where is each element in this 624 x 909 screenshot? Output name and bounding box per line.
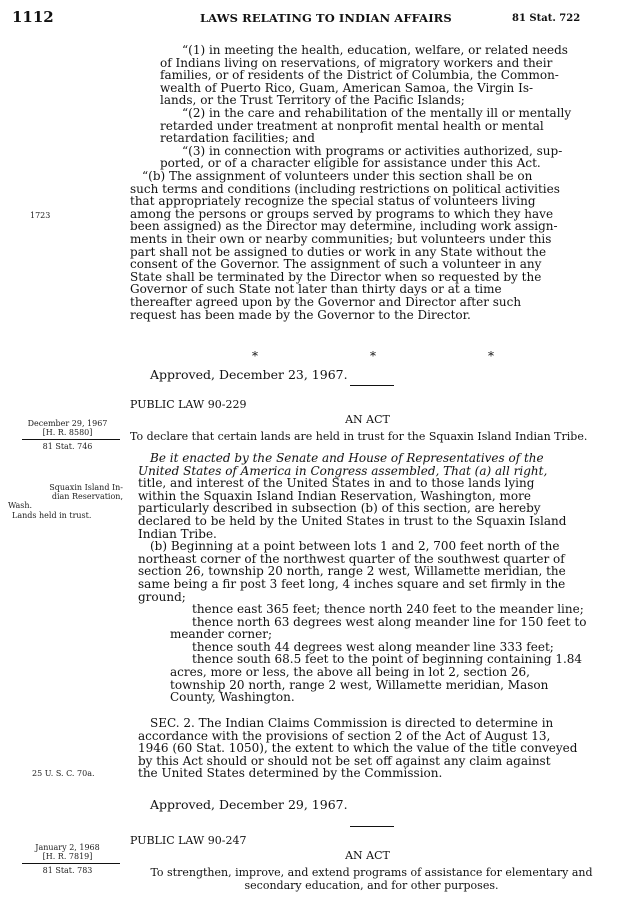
margin-stat: 81 Stat. 746	[42, 442, 93, 451]
margin-topic-line: Squaxin Island In-	[49, 483, 123, 492]
text-line: of Indians living on reservations, of migratory workers and their	[160, 55, 553, 70]
text-line: lands, or the Trust Territory of the Pacific Islands;	[160, 93, 465, 108]
section-rule	[350, 385, 394, 386]
purpose-line: secondary education, and for other purposes.	[244, 879, 499, 892]
text-line: “(b) The assignment of volunteers under this section shall be on	[142, 169, 533, 183]
act-purpose: To declare that certain lands are held in trust for the Squaxin Island Indian Tribe.	[130, 430, 588, 443]
text-line: acres, more or less, the above all being in lot 2, section 26,	[170, 664, 530, 679]
approval-date: Approved, December 29, 1967.	[150, 797, 348, 812]
text-line: the United States determined by the Commission.	[138, 766, 443, 781]
text-line: County, Washington.	[170, 690, 295, 705]
text-line: ments in their own or nearby communities; but volunteers under this	[130, 231, 552, 246]
text-line: such terms and conditions (including restrictions on political activities	[130, 181, 560, 196]
margin-rule	[22, 439, 120, 440]
text-line: title, and interest of the United States in and to those lands lying	[138, 476, 535, 491]
margin-bill-number: [H. R. 7819]	[42, 852, 93, 861]
section-2	[138, 717, 605, 780]
text-line: (b) Beginning at a point between lots 1 and 2, 700 feet north of the	[150, 539, 560, 554]
approval-date: Approved, December 23, 1967.	[150, 367, 348, 382]
margin-topic-line: Lands held in trust.	[12, 510, 92, 520]
margin-usc-citation: 25 U. S. C. 70a.	[32, 769, 95, 778]
page-number: 1112	[12, 8, 54, 26]
act-heading: AN ACT	[345, 849, 390, 862]
text-line: “(2) in the care and rehabilitation of the mentally ill or mentally	[182, 105, 572, 120]
text-line: northeast corner of the northwest quarter of the southwest quarter of	[138, 551, 565, 566]
public-law-number: PUBLIC LAW 90-229	[130, 398, 247, 411]
text-line: wealth of Puerto Rico, Guam, American Samoa, the Virgin Is-	[160, 80, 534, 95]
running-title: LAWS RELATING TO INDIAN AFFAIRS	[200, 11, 452, 25]
text-line: Indian Tribe.	[138, 526, 217, 541]
margin-date: December 29, 1967	[27, 419, 108, 428]
section-rule	[350, 826, 394, 827]
margin-bill-number: [H. R. 8580]	[42, 428, 93, 437]
margin-note-page-marker: 1723	[30, 211, 51, 220]
text-line: retardation facilities; and	[160, 131, 315, 146]
text-line: State shall be terminated by the Director when so requested by the	[130, 269, 542, 284]
act-heading: AN ACT	[345, 413, 390, 426]
text-line: township 20 north, range 2 west, Willamette meridian, Mason	[170, 677, 549, 692]
text-line: that appropriately recognize the special status of volunteers living	[130, 194, 536, 209]
text-line: by this Act should or should not be set off against any claim against	[138, 753, 551, 768]
text-line: ported, or of a character eligible for assistance under this Act.	[160, 156, 541, 171]
text-line: thence south 68.5 feet to the point of beginning containing 1.84	[192, 652, 583, 667]
text-line: thence south 44 degrees west along meander line 333 feet;	[192, 639, 554, 654]
text-line: part shall not be assigned to duties or work in any State without the	[130, 244, 547, 259]
text-line: been assigned) as the Director may determine, including work assign-	[130, 219, 558, 234]
margin-topic-line: dian Reservation,	[51, 492, 123, 502]
text-line: meander corner;	[170, 627, 272, 642]
text-line: request has been made by the Governor to the Director.	[130, 307, 471, 322]
stat-reference: 81 Stat. 722	[512, 13, 581, 24]
text-line: Be it enacted by the Senate and House of Representatives of the	[150, 451, 544, 465]
subsection-list	[160, 44, 605, 170]
subsection-b	[130, 170, 605, 321]
purpose-line: To strengthen, improve, and extend programs of assistance for elementary and	[150, 866, 593, 879]
text-line: families, or of residents of the District of Columbia, the Common-	[160, 68, 559, 83]
margin-rule	[22, 863, 120, 864]
margin-stat: 81 Stat. 783	[42, 866, 93, 875]
text-line: within the Squaxin Island Indian Reservation, Washington, more	[138, 488, 531, 503]
text-line: same being a fir post 3 feet long, 4 inches square and set firmly in the	[138, 576, 566, 591]
section-1	[138, 452, 605, 603]
text-line: among the persons or groups served by programs to which they have	[130, 206, 554, 221]
metes-and-bounds	[170, 603, 605, 704]
text-line: section 26, township 20 north, range 2 west, Willamette meridian, the	[138, 564, 566, 579]
public-law-number: PUBLIC LAW 90-247	[130, 834, 247, 847]
text-line: “(3) in connection with programs or activities authorized, sup-	[182, 143, 563, 158]
text-line: thence north 63 degrees west along meander line for 150 feet to	[192, 614, 587, 629]
margin-topic-line: Wash.	[8, 501, 33, 511]
text-line: United States of America in Congress assembled, That (a) all right,	[138, 463, 548, 478]
ellipsis-star: *	[488, 349, 494, 363]
ellipsis-star: *	[252, 349, 258, 363]
text-line: accordance with the provisions of section 2 of the Act of August 13,	[138, 728, 551, 743]
text-line: thereafter agreed upon by the Governor and Director after such	[130, 294, 522, 309]
text-line: 1946 (60 Stat. 1050), the extent to which the value of the title conveyed	[138, 741, 578, 756]
text-line: consent of the Governor. The assignment of such a volunteer in any	[130, 257, 542, 272]
act-purpose	[138, 866, 605, 892]
text-line: “(1) in meeting the health, education, welfare, or related needs	[182, 43, 568, 57]
text-line: thence east 365 feet; thence north 240 feet to the meander line;	[192, 602, 584, 616]
ellipsis-star: *	[370, 349, 376, 363]
text-line: Governor of such State not later than thirty days or at a time	[130, 282, 502, 297]
text-line: declared to be held by the United States in trust to the Squaxin Island	[138, 513, 567, 528]
text-line: retarded under treatment at nonprofit mental health or mental	[160, 118, 544, 133]
text-line: ground;	[138, 589, 186, 604]
text-line: SEC. 2. The Indian Claims Commission is directed to determine in	[150, 716, 554, 730]
margin-date: January 2, 1968	[35, 843, 100, 852]
margin-topic	[8, 483, 123, 520]
text-line: particularly described in subsection (b) of this section, are hereby	[138, 501, 541, 516]
